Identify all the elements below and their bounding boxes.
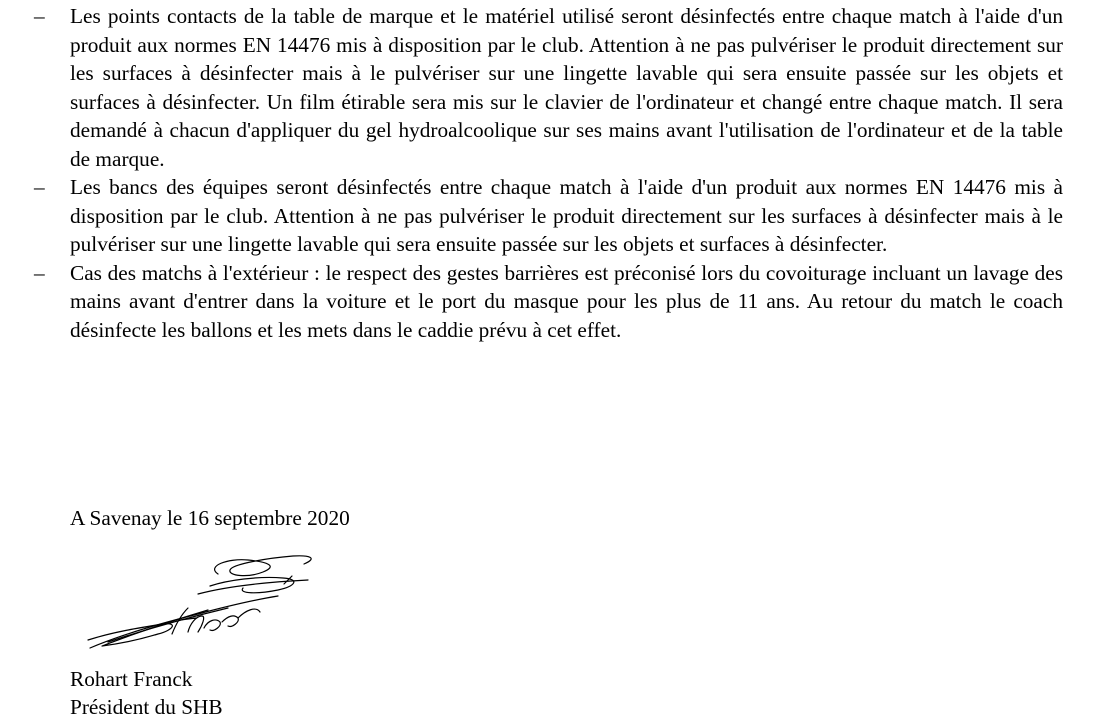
signature-stroke	[238, 609, 260, 618]
signature-stroke	[210, 577, 294, 592]
bullet-text: Les points contacts de la table de marque et le matériel utilisé seront désinfectés entre chaque match à l'aide d'un produit aux normes EN 14476 mis à disposition par le club. Attention à ne pas pulvériser le produit directement sur les surfaces à désinfecter mais à le pulvériser sur une lingette lavable qui sera ensuite passée sur les objets et surfaces à désinfecter. Un film étirable sera mis sur le clavier de l'ordinateur et changé entre chaque match. Il sera demandé à chacun d'appliquer du gel hydroalcoolique sur ses mains avant l'utilisation de l'ordinateur et de la table de marque.	[70, 4, 1063, 171]
bullet-list	[0, 2, 1096, 344]
bullet-dash: –	[34, 260, 45, 285]
bullet-text: Cas des matchs à l'extérieur : le respect des gestes barrières est préconisé lors du covoiturage incluant un lavage des mains avant d'entrer dans la voiture et le port du masque pour les plus de 11 ans. Au retour du match le coach désinfecte les ballons et les mets dans le caddie prévu à cet effet.	[70, 260, 1063, 342]
signer-role: Président du SHB	[70, 695, 223, 719]
signer-name: Rohart Franck	[70, 667, 193, 691]
bullet-item-scoring-table	[0, 2, 1063, 173]
bullet-text: Les bancs des équipes seront désinfectés entre chaque match à l'aide d'un produit aux normes EN 14476 mis à disposition par le club. Attention à ne pas pulvériser le produit directement sur les surfaces à désinfecter mais à le pulvériser sur une lingette lavable qui sera ensuite passée sur les objets et surfaces à désinfecter.	[70, 175, 1063, 256]
handwritten-signature	[78, 536, 338, 658]
signature-stroke	[284, 576, 292, 584]
bullet-item-away-matches	[0, 259, 1063, 345]
bullet-dash: –	[34, 175, 45, 199]
place-date: A Savenay le 16 septembre 2020	[70, 506, 350, 530]
signature-stroke	[198, 580, 308, 594]
bullet-item-team-benches	[0, 173, 1063, 259]
bullet-dash: –	[34, 4, 45, 28]
signature-stroke	[215, 556, 312, 576]
